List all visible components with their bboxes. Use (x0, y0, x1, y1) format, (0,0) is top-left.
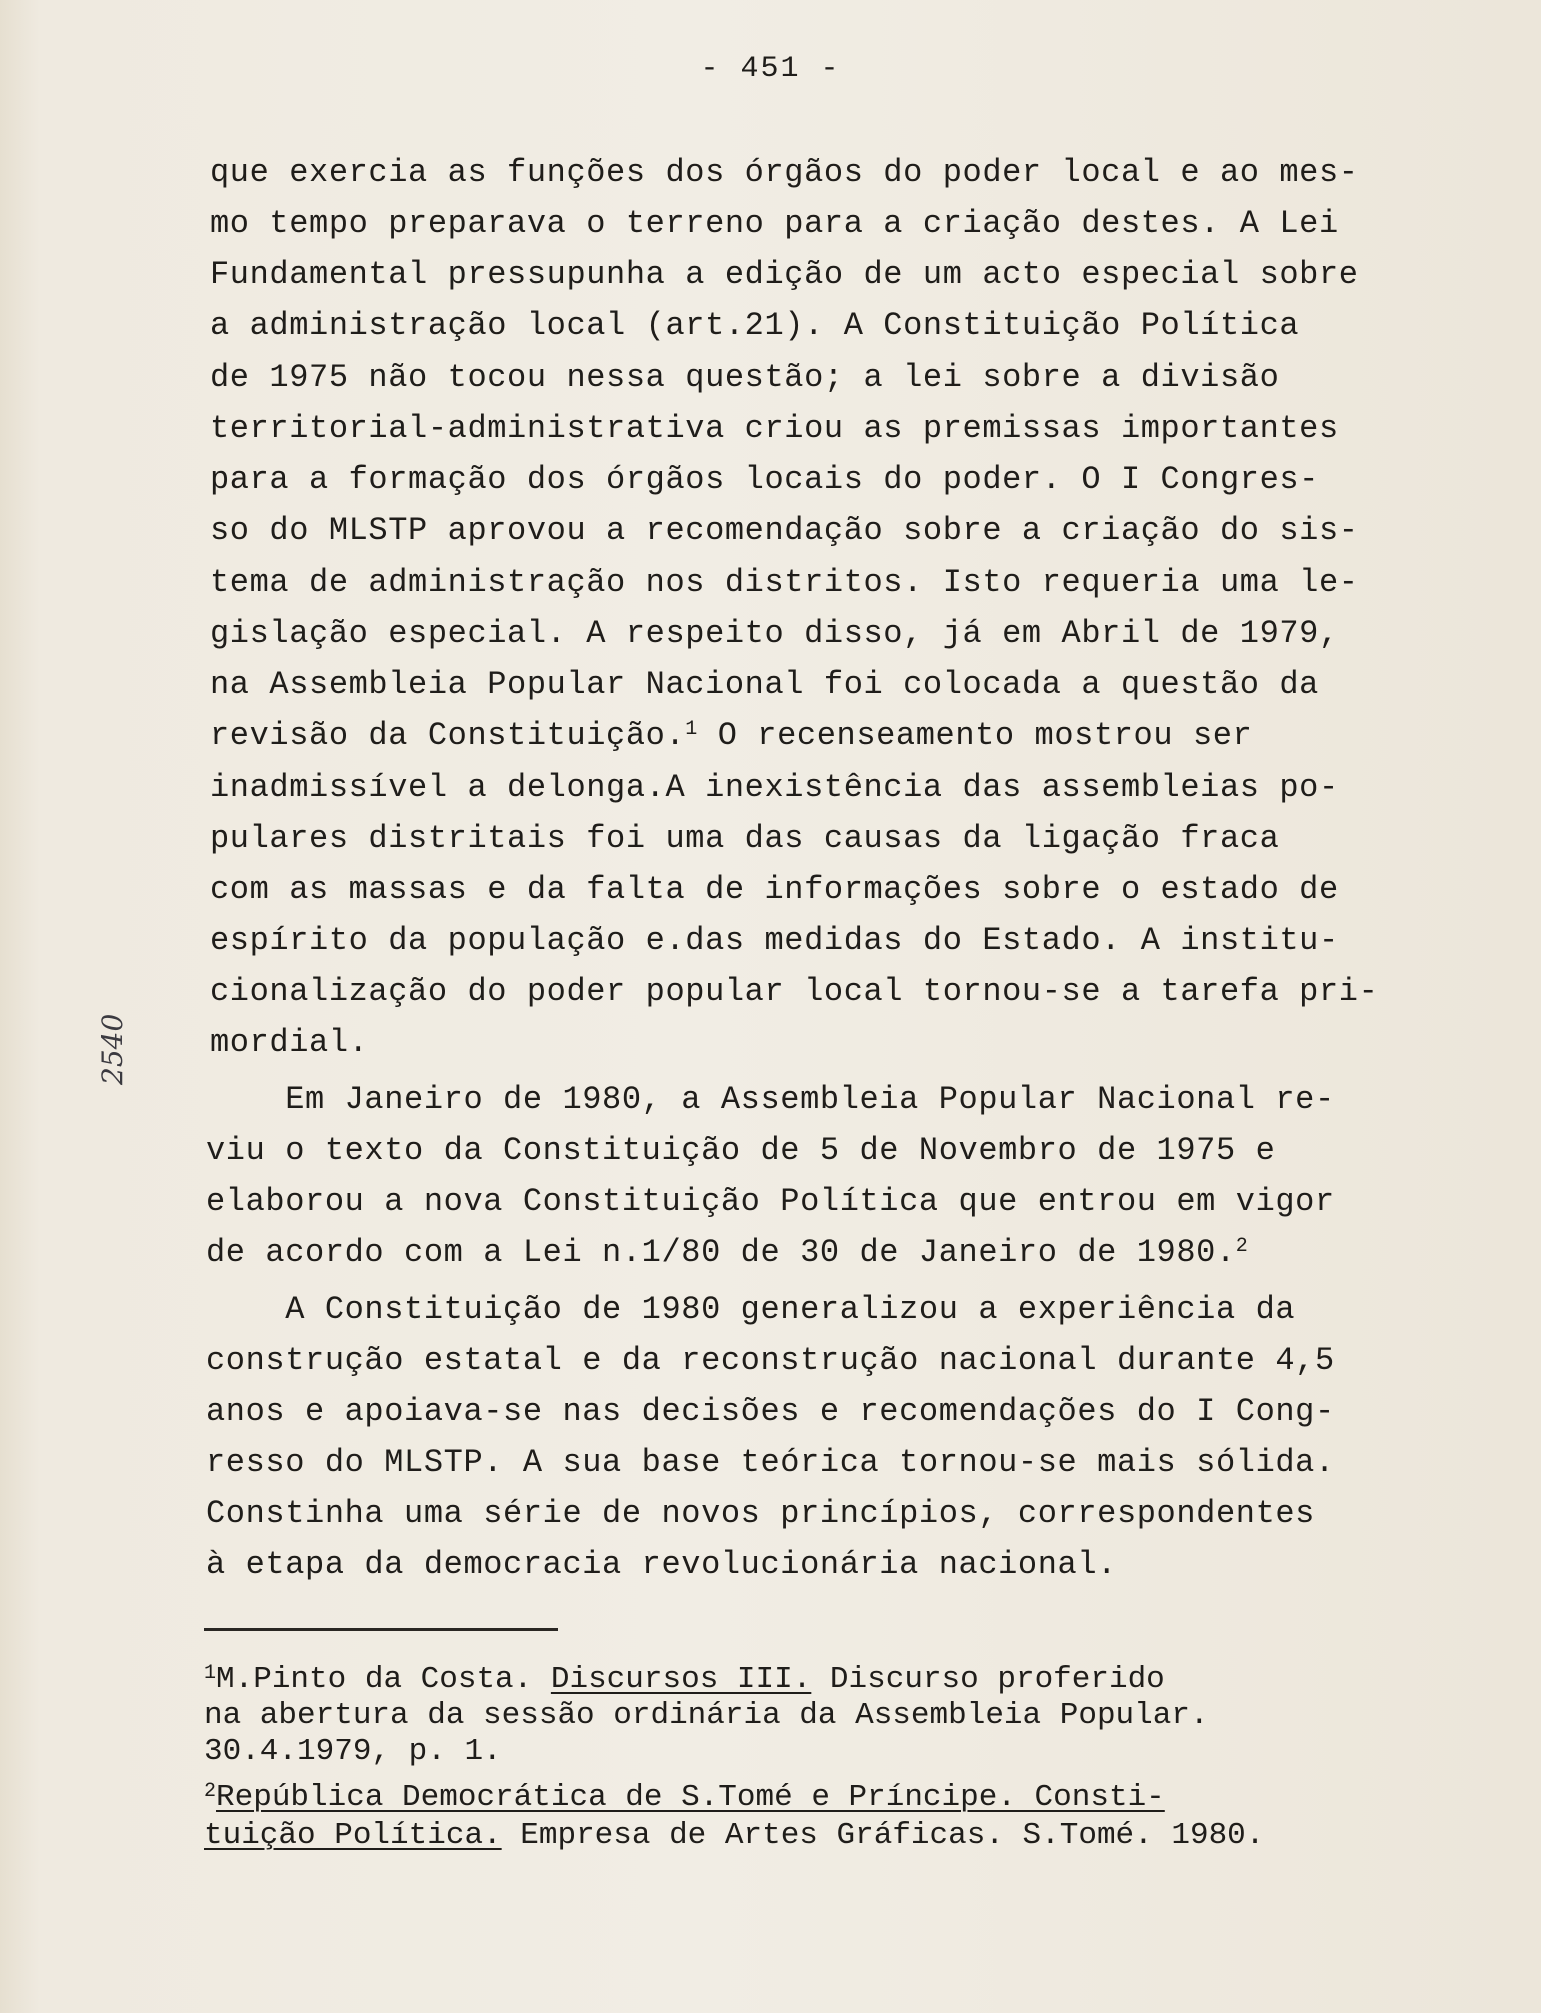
footnote-2-mark: 2 (204, 1780, 217, 1803)
body-line: pulares distritais foi uma das causas da ligação fraca (210, 820, 1280, 857)
body-line: tema de administração nos distritos. Isto requeria uma le- (210, 564, 1359, 601)
body-line: territorial-administrativa criou as premissas importantes (210, 410, 1339, 447)
body-line (210, 716, 1252, 756)
body-line: resso do MLSTP. A sua base teórica tornou-se mais sólida. (206, 1444, 1335, 1481)
body-line: na Assembleia Popular Nacional foi colocada a questão da (210, 666, 1319, 703)
body-line-tail: O recenseamento mostrou ser (697, 717, 1253, 754)
body-line-text: de acordo com a Lei n.1/80 de 30 de Janeiro de 1980. (206, 1234, 1236, 1271)
footnote-2-title-cont: tuição Política. (204, 1818, 502, 1853)
body-line (206, 1233, 1248, 1273)
handwritten-margin-note: 2540 (96, 1013, 129, 1085)
body-line: mordial. (210, 1024, 369, 1061)
footnote-1: $^1$M.Pinto da Costa. Discursos III. Discurso proferido (204, 1662, 1165, 1697)
page-number: - 451 - (700, 52, 841, 86)
body-line: a administração local (art.21). A Constituição Política (210, 307, 1300, 344)
body-line: para a formação dos órgãos locais do poder. O I Congres- (210, 461, 1319, 498)
body-line: Em Janeiro de 1980, a Assembleia Popular Nacional re- (206, 1081, 1335, 1118)
body-line: so do MLSTP aprovou a recomendação sobre a criação do sis- (210, 512, 1359, 549)
body-line: mo tempo preparava o terreno para a criação destes. A Lei (210, 205, 1339, 242)
body-line: que exercia as funções dos órgãos do poder local e ao mes- (210, 154, 1359, 191)
footnote-1-line-2: na abertura da sessão ordinária da Assembleia Popular. (204, 1698, 1209, 1733)
footnote-separator (204, 1628, 558, 1631)
body-line: elaborou a nova Constituição Política que entrou em vigor (206, 1183, 1335, 1220)
body-line: anos e apoiava-se nas decisões e recomendações do I Cong- (206, 1393, 1335, 1430)
body-line: gislação especial. A respeito disso, já em Abril de 1979, (210, 615, 1339, 652)
body-line: espírito da população e.das medidas do Estado. A institu- (210, 922, 1339, 959)
footnote-1-mark: 1 (204, 1662, 217, 1685)
body-line: viu o texto da Constituição de 5 de Novembro de 1975 e (206, 1132, 1276, 1169)
footnote-2-title: República Democrática de S.Tomé e Príncipe. Consti- (216, 1780, 1165, 1815)
body-line: A Constituição de 1980 generalizou a experiência da (206, 1291, 1296, 1328)
body-line: cionalização do poder popular local tornou-se a tarefa pri- (210, 973, 1379, 1010)
body-line: Constinha uma série de novos princípios, correspondentes (206, 1495, 1315, 1532)
body-line: Fundamental pressupunha a edição de um acto especial sobre (210, 256, 1359, 293)
body-line: de 1975 não tocou nessa questão; a lei sobre a divisão (210, 359, 1280, 396)
footnote-ref-2[interactable]: 2 (1235, 1235, 1249, 1258)
body-line: com as massas e da falta de informações sobre o estado de (210, 871, 1339, 908)
footnote-2-line-2: tuição Política. Empresa de Artes Gráficas. S.Tomé. 1980. (204, 1818, 1265, 1853)
footnote-2 (204, 1780, 1165, 1816)
body-line: construção estatal e da reconstrução nacional durante 4,5 (206, 1342, 1335, 1379)
body-line: inadmissível a delonga.A inexistência das assembleias po- (210, 769, 1339, 806)
body-line: à etapa da democracia revolucionária nacional. (206, 1546, 1117, 1583)
footnote-ref-1[interactable]: 1 (685, 718, 698, 741)
footnote-1-line-3: 30.4.1979, p. 1. (204, 1734, 502, 1769)
footnote-1-title: Discursos III. (550, 1662, 812, 1697)
body-line-text: revisão da Constituição. (210, 717, 686, 754)
